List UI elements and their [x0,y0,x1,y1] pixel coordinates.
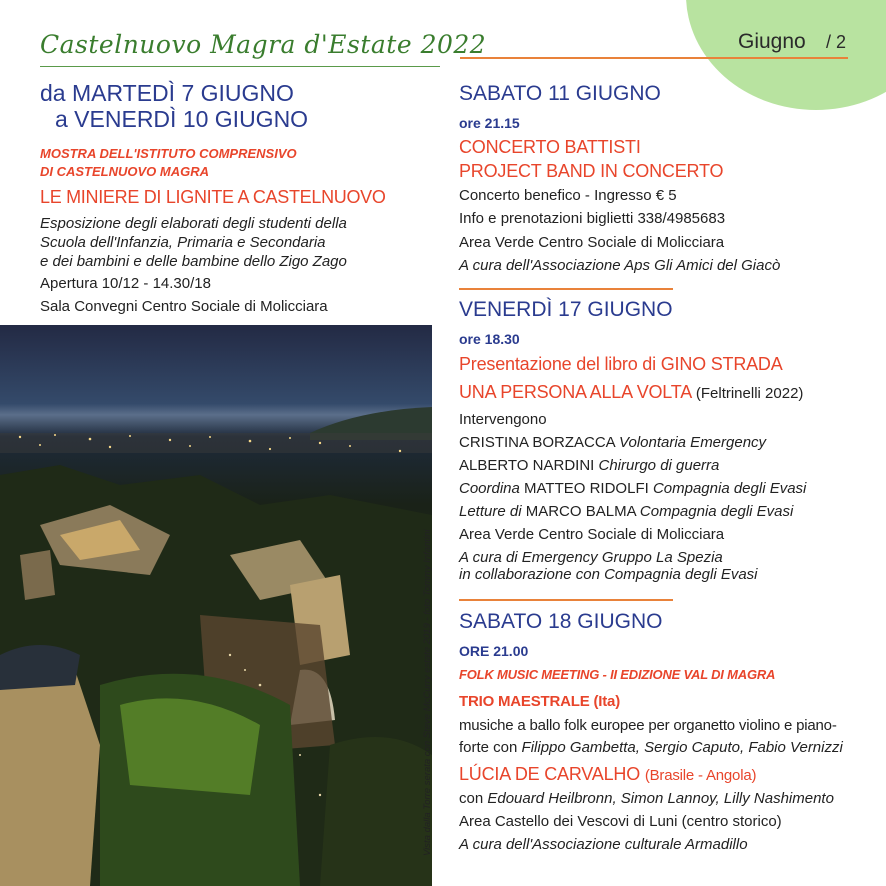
exhibition-desc-2: Scuola dell'Infanzia, Primaria e Secondaria [40,234,326,251]
page-title: Castelnuovo Magra d'Estate 2022 [40,30,487,59]
speaker-1-name: CRISTINA BORZACCA [459,434,615,451]
book-title: UNA PERSONA ALLA VOLTA [459,382,692,402]
event2-curated-2: in collaborazione con Compagnia degli Evasi [459,566,758,583]
event1-line-3: Area Verde Centro Sociale di Molicciara [459,234,725,251]
event1-date: SABATO 11 GIUGNO [459,82,661,105]
reader-role: Compagnia degli Evasi [639,503,794,520]
book-publisher: (Feltrinelli 2022) [695,385,804,402]
reader-name: MARCO BALMA [525,503,636,520]
event-separator-2 [459,599,673,601]
event1-title-1: CONCERTO BATTISTI [459,137,641,157]
event3-time: ORE 21.00 [459,643,529,659]
event2-title-1: Presentazione del libro di GINO STRADA [459,354,783,374]
header-rule [460,57,848,59]
event1-line-2: Info e prenotazioni biglietti 338/4985683 [459,210,726,227]
exhibition-subtitle-1: MOSTRA DELL'ISTITUTO COMPRENSIVO [40,146,297,161]
title-underline [40,66,440,67]
act1 [459,693,620,710]
event1-time: ore 21.15 [459,115,520,131]
night-town-photo [0,325,432,886]
corner-decoration [686,0,886,110]
act2-name: LÚCIA DE CARVALHO [459,764,640,784]
event3-date: SABATO 18 GIUGNO [459,610,663,633]
event1-line-1: Concerto benefico - Ingresso € 5 [459,187,677,204]
speaker-2-role: Chirurgo di guerra [598,457,720,474]
act1-name: TRIO MAESTRALE [459,693,590,710]
speaker-2 [459,457,719,474]
event2-title-2 [459,382,803,403]
moderator-name: MATTEO RIDOLFI [524,480,649,497]
act2-musicians: Edouard Heilbronn, Simon Lannoy, Lilly Nashimento [487,790,834,807]
exhibition-hours: Apertura 10/12 - 14.30/18 [40,275,211,292]
reader-prefix: Letture di [459,503,522,520]
act2-musicians-line [459,790,834,807]
moderator [459,480,806,497]
event3-venue: Area Castello dei Vescovi di Luni (centro storico) [459,813,782,830]
event1-line-4: A cura dell'Associazione Aps Gli Amici del Giacò [459,257,781,274]
exhibition-venue: Sala Convegni Centro Sociale di Molicciara [40,298,328,315]
event2-curated-1: A cura di Emergency Gruppo La Spezia [459,549,723,566]
act1-desc-2-prefix: forte con [459,739,518,756]
act1-origin: (Ita) [593,693,620,710]
act2 [459,764,756,785]
moderator-role: Compagnia degli Evasi [652,480,807,497]
exhibition-desc-3: e dei bambini e delle bambine dello Zigo Zago [40,253,347,270]
reader [459,503,793,520]
month-label: Giugno [738,30,806,53]
event2-time: ore 18.30 [459,331,520,347]
speaker-1 [459,434,766,451]
speaker-1-role: Volontaria Emergency [619,434,767,451]
exhibition-desc-1: Esposizione degli elaborati degli studenti della [40,215,347,232]
page-number: / 2 [826,32,847,52]
act1-musicians: Filippo Gambetta, Sergio Caputo, Fabio Vernizzi [521,739,843,756]
speakers-intro: Intervengono [459,411,547,428]
speaker-2-name: ALBERTO NARDINI [459,457,595,474]
event3-curated: A cura dell'Associazione culturale Armadillo [459,836,748,853]
exhibition-date-start: da MARTEDÌ 7 GIUGNO [40,80,294,106]
act2-prefix: con [459,790,484,807]
event-separator-1 [459,288,673,290]
act1-desc-1: musiche a ballo folk europee per organetto violino e piano- [459,717,837,734]
moderator-prefix: Coordina [459,480,520,497]
event2-date: VENERDÌ 17 GIUGNO [459,298,673,321]
exhibition-title: LE MINIERE DI LIGNITE A CASTELNUOVO [40,187,386,207]
act2-origin: (Brasile - Angola) [644,767,757,784]
exhibition-subtitle-2: DI CASTELNUOVO MAGRA [40,164,209,179]
photo-caption: Vista dalla Torre serata con Steve McCurry estate 2019 - foto Tommy Infantini [422,529,433,856]
event1-title-2: PROJECT BAND IN CONCERTO [459,161,724,181]
event3-subtitle: FOLK MUSIC MEETING - II EDIZIONE VAL DI MAGRA [459,667,776,682]
exhibition-date-end: a VENERDÌ 10 GIUGNO [55,106,309,132]
act1-desc-2 [459,739,843,756]
event2-venue: Area Verde Centro Sociale di Molicciara [459,526,725,543]
